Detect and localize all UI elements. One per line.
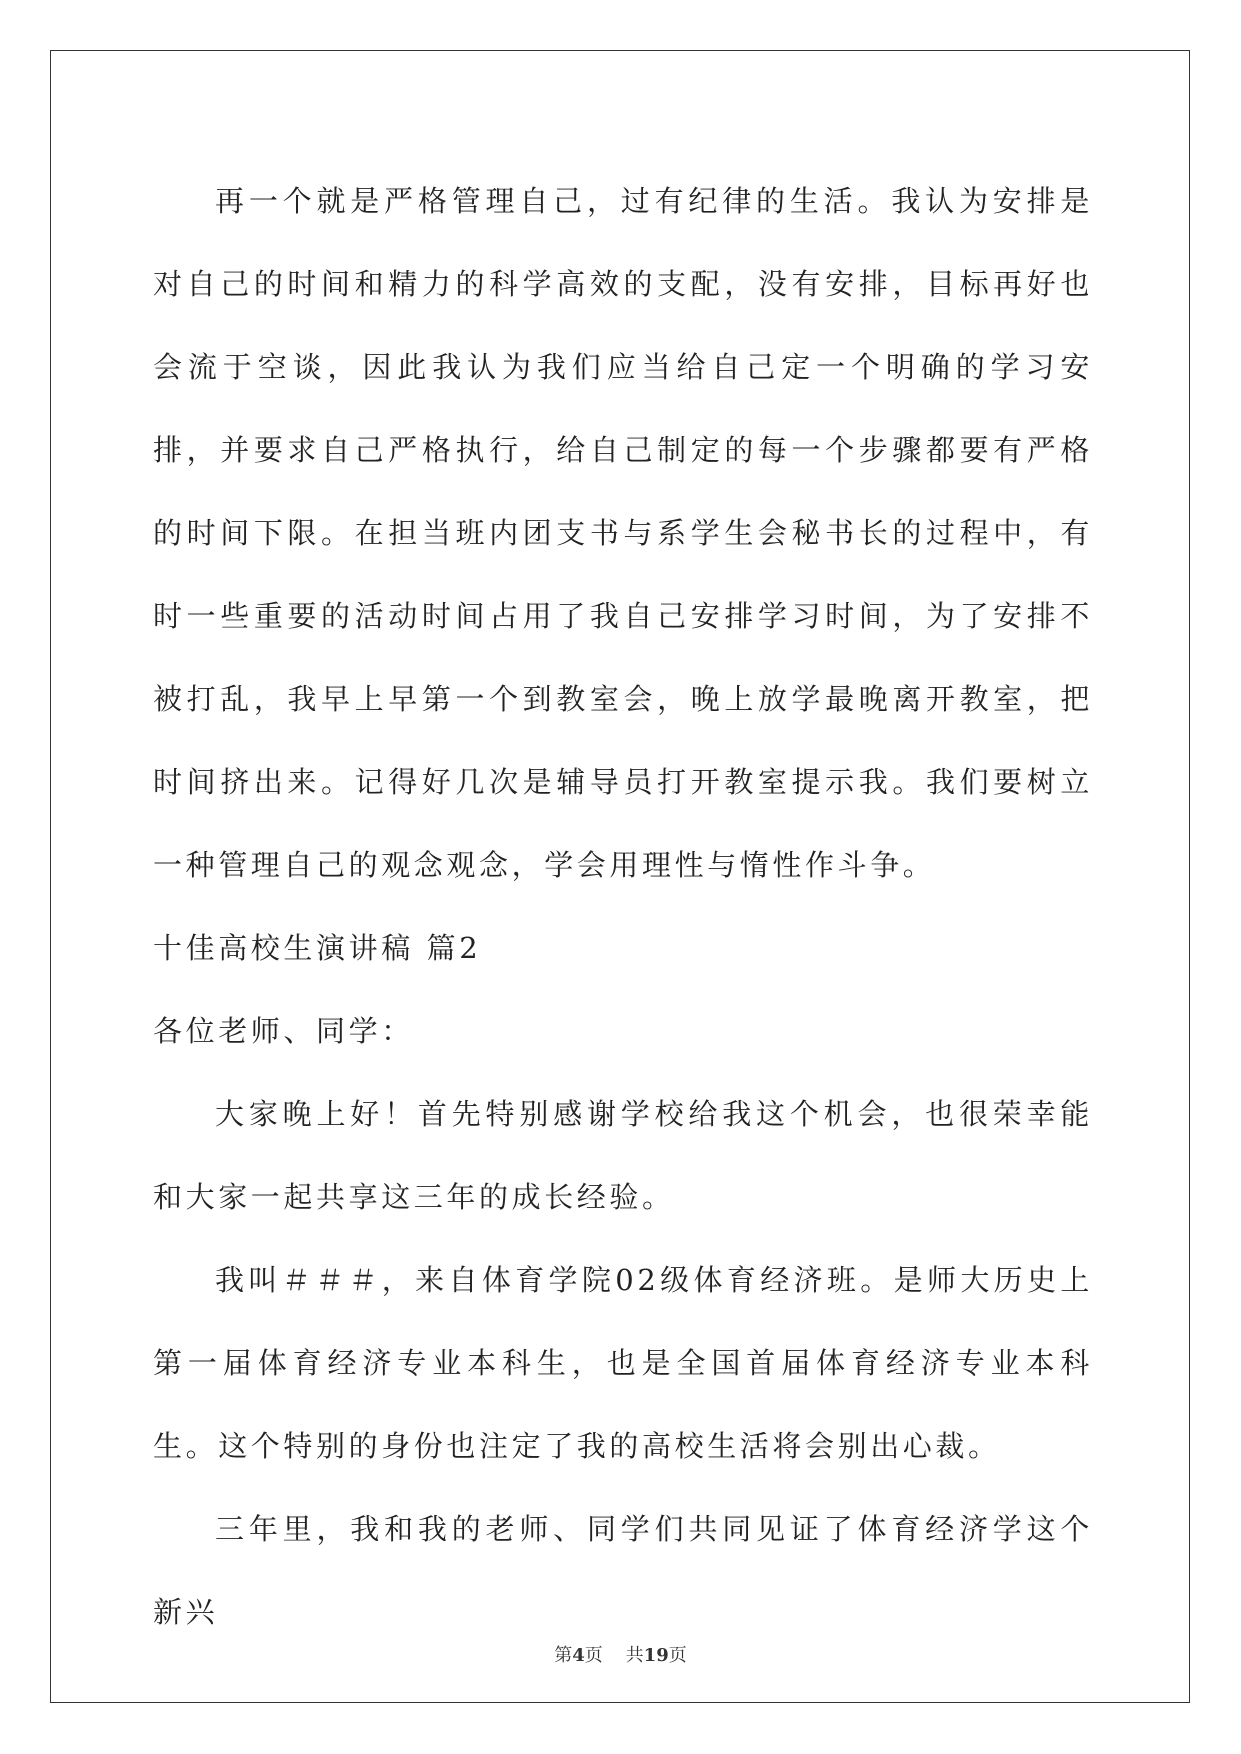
paragraph-4: 三年里，我和我的老师、同学们共同见证了体育经济学这个新兴 xyxy=(153,1512,1093,1629)
paragraph-1: 再一个就是严格管理自己，过有纪律的生活。我认为安排是对自己的时间和精力的科学高效的支配，没有安排，目标再好也会流于空谈，因此我认为我们应当给自己定一个明确的学习安排，并要求自己严格执行，给自己制定的每一个步骤都要有严格的时间下限。在担当班内团支书与系学生会秘书长的过程中，有时一些重要的活动时间占用了我自己安排学习时间，为了安排不被打乱，我早上早第一个到教室会，晚上放学最晚离开教室，把时间挤出来。记得好几次是辅导员打开教室提示我。我们要树立一种管理自己的观念观念，学会用理性与惰性作斗争。 xyxy=(153,184,1093,882)
page-suffix: 页 xyxy=(584,1645,603,1666)
page-number: 4 xyxy=(572,1645,585,1666)
total-suffix: 页 xyxy=(668,1645,687,1666)
paragraph-2: 大家晚上好！首先特别感谢学校给我这个机会，也很荣幸能和大家一起共享这三年的成长经验。 xyxy=(153,1097,1093,1214)
total-pages: 19 xyxy=(643,1645,669,1666)
document-body xyxy=(153,160,1093,1654)
total-prefix: 共 xyxy=(625,1645,644,1666)
paragraph-3: 我叫＃＃＃，来自体育学院02级体育经济班。是师大历史上第一届体育经济专业本科生，也是全国首届体育经济专业本科生。这个特别的身份也注定了我的高校生活将会别出心裁。 xyxy=(153,1263,1093,1463)
page-footer xyxy=(0,1641,1241,1667)
section-heading: 十佳高校生演讲稿 篇2 xyxy=(153,931,482,965)
page-prefix: 第 xyxy=(554,1645,573,1666)
salutation: 各位老师、同学： xyxy=(153,1014,414,1048)
